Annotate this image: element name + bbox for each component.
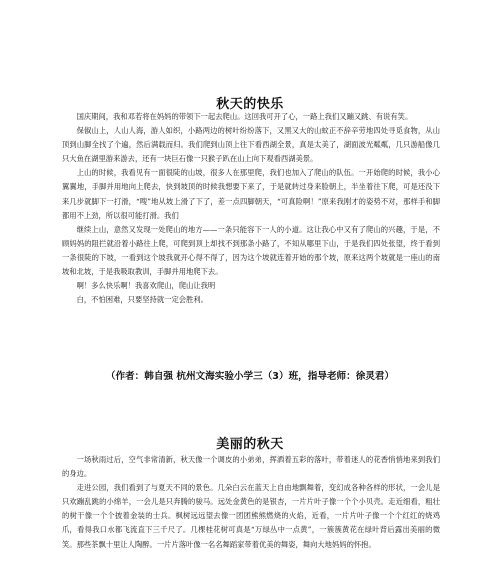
essay-title: 美丽的秋天 xyxy=(216,437,284,452)
essay-body xyxy=(62,110,440,307)
essay-body xyxy=(62,453,440,552)
paragraph: 走进公园，我们看到了与夏天不同的景色。几朵白云在蓝天上自由地飘舞着，变幻成各种各样的形状，一会儿是只欢蹦乱跳的小绵羊，一会儿是只奔腾的骏马。远处金黄色的是银杏，一片片叶子像一个个小贝壳。走近细看，粗壮的树干像一个个披着金装的士兵。枫树远远望去像一团团熊熊燃烧的火焰，近看，一片片叶子像一个个红红的烧鸡爪，看得我口水都飞流直下三千尺了。几棵桂花树可真是“万绿丛中一点黄”，一簇簇黄花在绿叶背后露出美丽的微笑。那些茶飘十里让人陶醉。一片片落叶像一名名舞蹈家带着优美的舞姿，舞向大地妈妈的怀抱。 xyxy=(62,483,440,549)
paragraph: 啊！多么快乐啊！我喜欢爬山，爬山让我明 xyxy=(76,281,216,291)
paragraph: 国庆期间，我和邓若将在妈妈的带领下一起去爬山。这回我可开了心，一路上我们又蹦又跳、有说有笑。 xyxy=(76,112,413,121)
paragraph: 保俶山上，人山人海，游人如织，小路两边的树叶纷纷落下，又黑又大的山蚊正不辞辛劳地四处寻觅食物，从山顶到山脚全找了个遍，然后满载而归。我们爬到山顶上往下看西湖全景，真是太美了，湖面波光粼粼，几只游船像几只大鱼在湖里游来游去，还有一块巨石像一只猴子趴在山上向下观看西湖美景。 xyxy=(62,126,440,164)
paragraph: 上山的时候，我看见有一面很陡的山坡，很多人在那里爬，我们也加入了爬山的队伍。一开始爬的时候，我小心翼翼地，手脚并用地向上爬去，快到坡顶的时候我想要下来了，于是就转过身来脸朝上，半坐着往下爬，可是还没下来几步就脚下一打滑，“嗖”地从坡上滑了下了，差一点四脚朝天，“可真险啊！”原来我刚才的姿势不对，那样手和脚都用不上劲，所以很可能打滑。我们 xyxy=(62,168,440,220)
author-byline: （作者：韩自强 杭州文海实验小学三（3）班，指导老师：徐灵君） xyxy=(105,371,395,382)
paragraph: 白，不怕困难，只要坚持就一定会胜利。 xyxy=(76,295,208,305)
essay-title: 秋天的快乐 xyxy=(216,97,284,112)
paragraph: 继续上山，意然又发现一处爬山的地方——一条只能容下一人的小道。这让我心中又有了爬山的兴趣，于是，不顾妈妈的阻拦就沿着小路往上爬，可爬到顶上却找不到那条小路了，不知从哪里下山，于是我们四处张望，终于看到一条很陡的下坡，一看到这个坡我就开心得不得了，因为这个坡就连着开始的那个坡，原来这两个坡就是一座山的南坡和北坡，于是我吸取教训，手脚并用地爬下去。 xyxy=(62,224,440,277)
paragraph: 一场秋雨过后，空气非常清新，秋天像一个调皮的小弟弟，挥洒着五彩的落叶，带着迷人的花香悄悄地来到我们的身边。 xyxy=(62,455,440,479)
